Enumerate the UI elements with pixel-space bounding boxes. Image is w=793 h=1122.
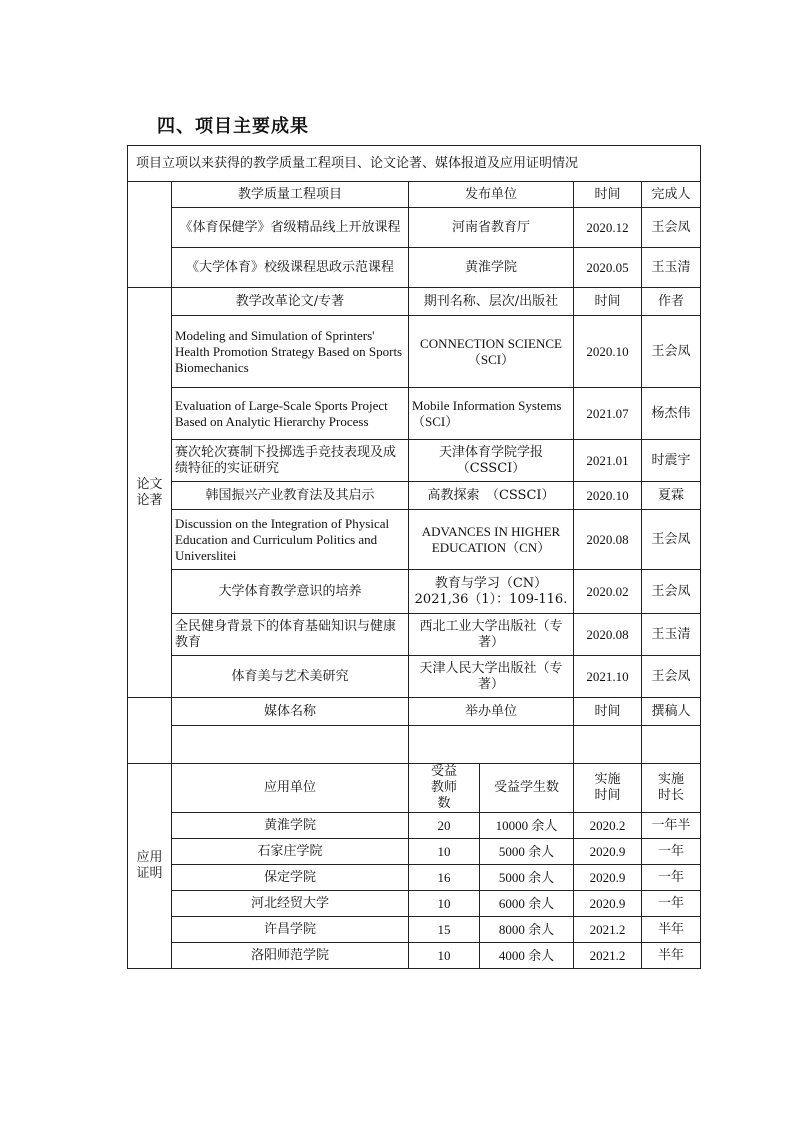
media-header-time: 时间 (574, 698, 642, 726)
application-unit: 保定学院 (172, 865, 409, 891)
paper-author: 王会凤 (642, 316, 701, 388)
application-unit: 石家庄学院 (172, 839, 409, 865)
application-header-time-text: 实施时间 (594, 772, 621, 803)
paper-time: 2020.08 (574, 510, 642, 570)
paper-title: 体育美与艺术美研究 (172, 656, 409, 698)
paper-title: Evaluation of Large-Scale Sports Project Based on Analytic Hierarchy Process (172, 388, 409, 440)
media-empty-row (128, 726, 701, 764)
paper-time: 2021.10 (574, 656, 642, 698)
application-students: 10000 余人 (480, 813, 574, 839)
paper-author: 王玉清 (642, 614, 701, 656)
paper-journal: 天津人民大学出版社（专著） (409, 656, 574, 698)
application-header-teachers (409, 764, 480, 813)
paper-title: 大学体育教学意识的培养 (172, 570, 409, 614)
quality-header-project: 教学质量工程项目 (172, 182, 409, 208)
papers-section-text: 论文论著 (136, 476, 163, 508)
quality-time: 2020.05 (574, 248, 642, 288)
media-empty-cell (574, 726, 642, 764)
application-time: 2021.2 (574, 943, 642, 969)
application-students: 4000 余人 (480, 943, 574, 969)
quality-header-unit: 发布单位 (409, 182, 574, 208)
application-header-duration-text: 实施时长 (658, 772, 685, 803)
table-row (128, 482, 701, 510)
intro-text: 项目立项以来获得的教学质量工程项目、论文论著、媒体报道及应用证明情况 (128, 146, 701, 182)
table-row (128, 656, 701, 698)
table-row (128, 440, 701, 482)
application-header-time (574, 764, 642, 813)
application-header-students: 受益学生数 (480, 764, 574, 813)
application-time: 2020.9 (574, 891, 642, 917)
quality-unit: 河南省教育厅 (409, 208, 574, 248)
paper-time: 2021.07 (574, 388, 642, 440)
paper-journal: ADVANCES IN HIGHER EDUCATION（CN） (409, 510, 574, 570)
application-teachers: 20 (409, 813, 480, 839)
application-unit: 黄淮学院 (172, 813, 409, 839)
papers-header-time: 时间 (574, 288, 642, 316)
papers-section-label (128, 288, 172, 698)
application-header-row (128, 764, 701, 813)
paper-title: 韩国振兴产业教育法及其启示 (172, 482, 409, 510)
media-empty-cell (409, 726, 574, 764)
paper-time: 2020.08 (574, 614, 642, 656)
application-teachers: 15 (409, 917, 480, 943)
paper-journal: 西北工业大学出版社（专著） (409, 614, 574, 656)
table-row (128, 917, 701, 943)
paper-author: 杨杰伟 (642, 388, 701, 440)
table-row (128, 570, 701, 614)
application-teachers: 10 (409, 943, 480, 969)
paper-title: Modeling and Simulation of Sprinters' Health Promotion Strategy Based on Sports Biomechanics (172, 316, 409, 388)
application-duration: 半年 (642, 917, 701, 943)
table-row (128, 316, 701, 388)
media-header-name: 媒体名称 (172, 698, 409, 726)
paper-title: Discussion on the Integration of Physical Education and Curriculum Politics and Universlitei (172, 510, 409, 570)
media-header-writer: 撰稿人 (642, 698, 701, 726)
paper-time: 2020.02 (574, 570, 642, 614)
papers-header-title: 教学改革论文/专著 (172, 288, 409, 316)
paper-journal: 教育与学习（CN）2021,36（1）：109-116. (409, 570, 574, 614)
paper-journal: Mobile Information Systems（SCI） (409, 388, 574, 440)
table-row (128, 943, 701, 969)
quality-section-blank (128, 182, 172, 288)
application-teachers: 16 (409, 865, 480, 891)
application-unit: 河北经贸大学 (172, 891, 409, 917)
paper-title: 全民健身背景下的体育基础知识与健康教育 (172, 614, 409, 656)
application-teachers: 10 (409, 891, 480, 917)
quality-person: 王会凤 (642, 208, 701, 248)
application-duration: 半年 (642, 943, 701, 969)
table-row (128, 510, 701, 570)
paper-author: 王会凤 (642, 656, 701, 698)
table-row (128, 208, 701, 248)
table-row (128, 839, 701, 865)
quality-person: 王玉清 (642, 248, 701, 288)
application-time: 2020.9 (574, 839, 642, 865)
application-students: 5000 余人 (480, 865, 574, 891)
media-section-blank (128, 698, 172, 764)
paper-time: 2021.01 (574, 440, 642, 482)
quality-header-row (128, 182, 701, 208)
paper-author: 时震宇 (642, 440, 701, 482)
achievements-table (127, 145, 701, 969)
quality-project: 《大学体育》校级课程思政示范课程 (172, 248, 409, 288)
application-duration: 一年 (642, 865, 701, 891)
section-heading: 四、项目主要成果 (157, 116, 309, 137)
application-time: 2020.9 (574, 865, 642, 891)
media-header-organizer: 举办单位 (409, 698, 574, 726)
paper-journal: CONNECTION SCIENCE（SCI） (409, 316, 574, 388)
table-row (128, 248, 701, 288)
application-students: 8000 余人 (480, 917, 574, 943)
application-section-text: 应用证明 (136, 850, 163, 881)
application-header-duration (642, 764, 701, 813)
papers-header-author: 作者 (642, 288, 701, 316)
paper-journal: 高教探索 （CSSCI） (409, 482, 574, 510)
papers-header-row (128, 288, 701, 316)
table-row (128, 813, 701, 839)
application-duration: 一年半 (642, 813, 701, 839)
quality-header-time: 时间 (574, 182, 642, 208)
media-empty-cell (172, 726, 409, 764)
quality-time: 2020.12 (574, 208, 642, 248)
paper-journal: 天津体育学院学报（CSSCI） (409, 440, 574, 482)
application-unit: 洛阳师范学院 (172, 943, 409, 969)
paper-author: 王会凤 (642, 570, 701, 614)
table-row (128, 614, 701, 656)
quality-project: 《体育保健学》省级精品线上开放课程 (172, 208, 409, 248)
application-students: 6000 余人 (480, 891, 574, 917)
paper-title: 赛次轮次赛制下投掷选手竞技表现及成绩特征的实证研究 (172, 440, 409, 482)
intro-row (128, 146, 701, 182)
application-students: 5000 余人 (480, 839, 574, 865)
paper-author: 王会凤 (642, 510, 701, 570)
application-duration: 一年 (642, 839, 701, 865)
application-header-unit: 应用单位 (172, 764, 409, 813)
application-time: 2021.2 (574, 917, 642, 943)
application-duration: 一年 (642, 891, 701, 917)
paper-author: 夏霖 (642, 482, 701, 510)
table-row (128, 388, 701, 440)
paper-time: 2020.10 (574, 316, 642, 388)
papers-header-journal: 期刊名称、层次/出版社 (409, 288, 574, 316)
quality-header-person: 完成人 (642, 182, 701, 208)
application-unit: 许昌学院 (172, 917, 409, 943)
application-section-label (128, 764, 172, 969)
application-teachers: 10 (409, 839, 480, 865)
table-row (128, 865, 701, 891)
table-row (128, 891, 701, 917)
application-time: 2020.2 (574, 813, 642, 839)
application-header-teachers-text: 受益教师数 (430, 764, 457, 811)
quality-unit: 黄淮学院 (409, 248, 574, 288)
paper-time: 2020.10 (574, 482, 642, 510)
media-empty-cell (642, 726, 701, 764)
media-header-row (128, 698, 701, 726)
